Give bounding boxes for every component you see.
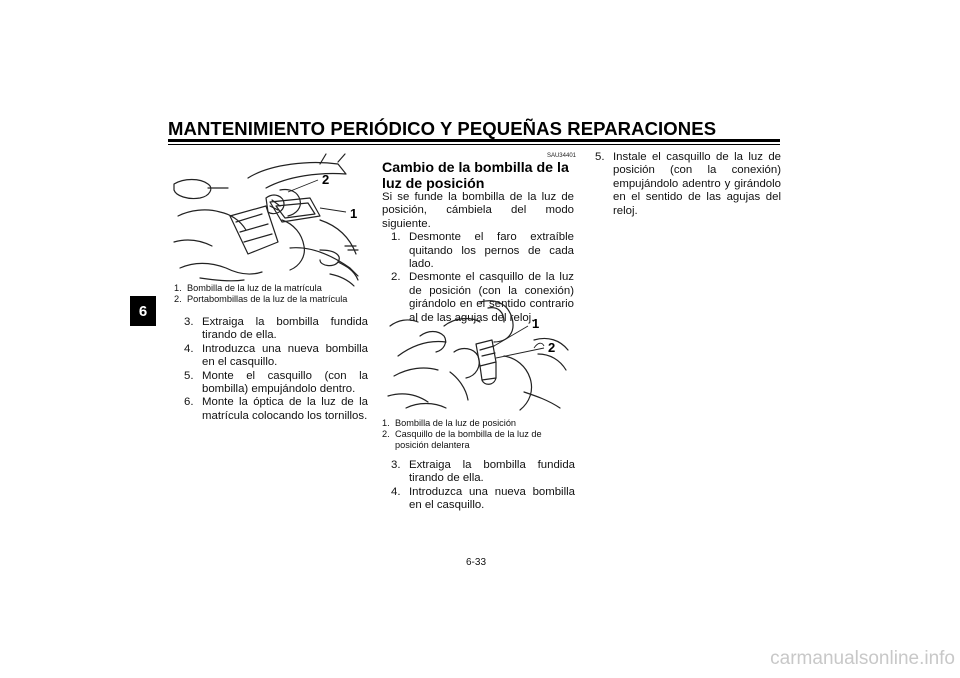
header-rule-thin bbox=[168, 144, 780, 145]
caption-text: Portabombillas de la luz de la matrícula bbox=[187, 294, 348, 304]
section-title: Cambio de la bombilla de la luz de posición bbox=[382, 160, 569, 192]
step-number: 3. bbox=[391, 459, 401, 471]
intro-paragraph: Si se funde la bombilla de la luz de posición, cámbiela del modo siguiente. bbox=[382, 191, 574, 230]
callout-2: 2 bbox=[322, 172, 330, 187]
step-number: 3. bbox=[184, 316, 194, 328]
step-number: 4. bbox=[184, 342, 194, 355]
caption-number: 1. bbox=[174, 283, 182, 293]
step-text: Desmonte el faro extraíble quitando los pernos de cada lado. bbox=[409, 231, 574, 271]
section-code: SAU34401 bbox=[546, 153, 576, 159]
page-title: MANTENIMIENTO PERIÓDICO Y PEQUEÑAS REPARACIONES bbox=[168, 118, 717, 139]
position-light-figure bbox=[384, 296, 574, 416]
caption-item bbox=[174, 294, 360, 305]
license-plate-light-figure bbox=[170, 150, 360, 290]
step-text: Introduzca una nueva bombilla en el casquillo. bbox=[202, 342, 368, 369]
license-plate-light-illustration bbox=[170, 150, 360, 290]
caption-text: Casquillo de la bombilla de la luz de posición delantera bbox=[395, 429, 542, 450]
page-number: 6-33 bbox=[465, 557, 486, 568]
step-item bbox=[184, 396, 368, 423]
caption-item bbox=[382, 418, 576, 429]
step-item bbox=[595, 151, 781, 218]
step-item bbox=[184, 343, 368, 370]
caption-number: 2. bbox=[174, 294, 182, 304]
middle-figure-caption bbox=[382, 418, 576, 451]
step-text: Extraiga la bombilla fundida tirando de ella. bbox=[409, 459, 575, 485]
step-item bbox=[391, 486, 575, 513]
middle-steps-after bbox=[391, 459, 575, 513]
step-text: Monte la óptica de la luz de la matrícula colocando los tornillos. bbox=[202, 396, 368, 422]
step-number: 6. bbox=[184, 396, 194, 409]
caption-text: Bombilla de la luz de posición bbox=[395, 418, 517, 428]
step-item bbox=[391, 231, 574, 271]
caption-item bbox=[382, 429, 576, 451]
caption-item bbox=[174, 283, 360, 294]
step-item bbox=[184, 370, 368, 397]
left-figure-caption bbox=[174, 283, 360, 305]
watermark: carmanualsonline.info bbox=[770, 648, 955, 669]
step-item bbox=[391, 459, 575, 486]
step-text: Desmonte el casquillo de la luz de posición (con la conexión) girándolo en el sentido contrario al de las agujas del reloj. bbox=[409, 271, 574, 324]
chapter-tab: 6 bbox=[130, 296, 156, 326]
callout-1: 1 bbox=[350, 206, 358, 221]
step-number: 1. bbox=[391, 231, 401, 244]
step-text: Instale el casquillo de la luz de posición (con la conexión) empujándolo adentro y girándolo en el sentido de las agujas del reloj. bbox=[613, 151, 781, 217]
step-text: Monte el casquillo (con la bombilla) empujándolo dentro. bbox=[202, 369, 368, 396]
caption-number: 1. bbox=[382, 418, 390, 428]
step-number: 2. bbox=[391, 271, 401, 284]
callout-1: 1 bbox=[532, 316, 540, 331]
caption-number: 2. bbox=[382, 429, 390, 439]
step-text: Introduzca una nueva bombilla en el casquillo. bbox=[409, 485, 575, 512]
step-number: 5. bbox=[184, 369, 194, 382]
step-item bbox=[184, 316, 368, 343]
left-steps bbox=[184, 316, 368, 423]
step-text: Extraiga la bombilla fundida tirando de ella. bbox=[202, 316, 368, 342]
header-rule bbox=[168, 139, 780, 142]
step-number: 4. bbox=[391, 485, 401, 498]
caption-text: Bombilla de la luz de la matrícula bbox=[187, 283, 322, 293]
position-light-illustration bbox=[384, 296, 574, 416]
callout-2: 2 bbox=[548, 340, 556, 355]
right-steps bbox=[595, 151, 781, 218]
step-number: 5. bbox=[595, 151, 605, 163]
